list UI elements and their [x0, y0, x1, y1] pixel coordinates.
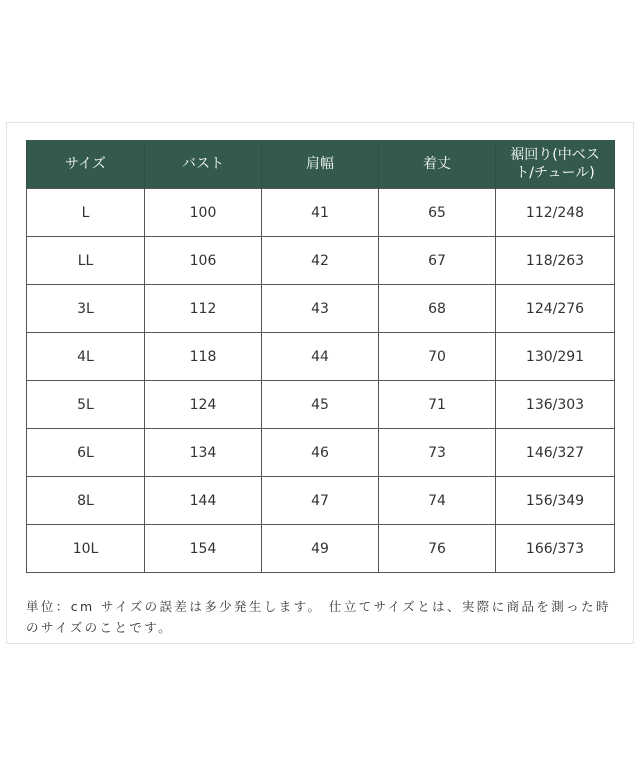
cell-shoulder: 49: [262, 525, 379, 573]
cell-length: 74: [379, 477, 496, 525]
cell-length: 76: [379, 525, 496, 573]
cell-shoulder: 45: [262, 381, 379, 429]
header-length: 着丈: [379, 140, 496, 189]
size-note: 単位：cm サイズの誤差は多少発生します。 仕立てサイズとは、実際に商品を測った時のサイズのことです。: [26, 599, 611, 635]
cell-size: L: [27, 189, 145, 237]
cell-hem: 146/327: [496, 429, 615, 477]
cell-size: 8L: [27, 477, 145, 525]
cell-shoulder: 46: [262, 429, 379, 477]
cell-hem: 166/373: [496, 525, 615, 573]
size-table: [26, 140, 615, 573]
cell-size: 6L: [27, 429, 145, 477]
cell-hem: 112/248: [496, 189, 615, 237]
header-shoulder-width: 肩幅: [262, 140, 379, 189]
table-row: [27, 237, 615, 285]
cell-shoulder: 43: [262, 285, 379, 333]
cell-length: 67: [379, 237, 496, 285]
cell-bust: 124: [145, 381, 262, 429]
cell-bust: 118: [145, 333, 262, 381]
cell-size: LL: [27, 237, 145, 285]
cell-bust: 144: [145, 477, 262, 525]
cell-hem: 156/349: [496, 477, 615, 525]
table-row: [27, 189, 615, 237]
cell-length: 65: [379, 189, 496, 237]
cell-shoulder: 47: [262, 477, 379, 525]
cell-size: 10L: [27, 525, 145, 573]
cell-bust: 154: [145, 525, 262, 573]
cell-shoulder: 44: [262, 333, 379, 381]
cell-hem: 118/263: [496, 237, 615, 285]
cell-length: 68: [379, 285, 496, 333]
header-hem: [496, 140, 615, 189]
header-size: サイズ: [27, 140, 145, 189]
table-row: [27, 429, 615, 477]
cell-shoulder: 41: [262, 189, 379, 237]
cell-size: 4L: [27, 333, 145, 381]
cell-length: 71: [379, 381, 496, 429]
cell-bust: 106: [145, 237, 262, 285]
cell-size: 5L: [27, 381, 145, 429]
cell-hem: 130/291: [496, 333, 615, 381]
header-bust: バスト: [145, 140, 262, 189]
cell-shoulder: 42: [262, 237, 379, 285]
cell-bust: 100: [145, 189, 262, 237]
table-header-row: [27, 140, 615, 189]
table-row: [27, 477, 615, 525]
cell-hem: 136/303: [496, 381, 615, 429]
cell-size: 3L: [27, 285, 145, 333]
table-row: [27, 333, 615, 381]
cell-bust: 112: [145, 285, 262, 333]
cell-hem: 124/276: [496, 285, 615, 333]
table-row: [27, 381, 615, 429]
table-row: [27, 285, 615, 333]
header-hem-label: 裾回り(中ベス ト/チュール): [510, 147, 600, 181]
table-row: [27, 525, 615, 573]
cell-length: 70: [379, 333, 496, 381]
cell-bust: 134: [145, 429, 262, 477]
cell-length: 73: [379, 429, 496, 477]
